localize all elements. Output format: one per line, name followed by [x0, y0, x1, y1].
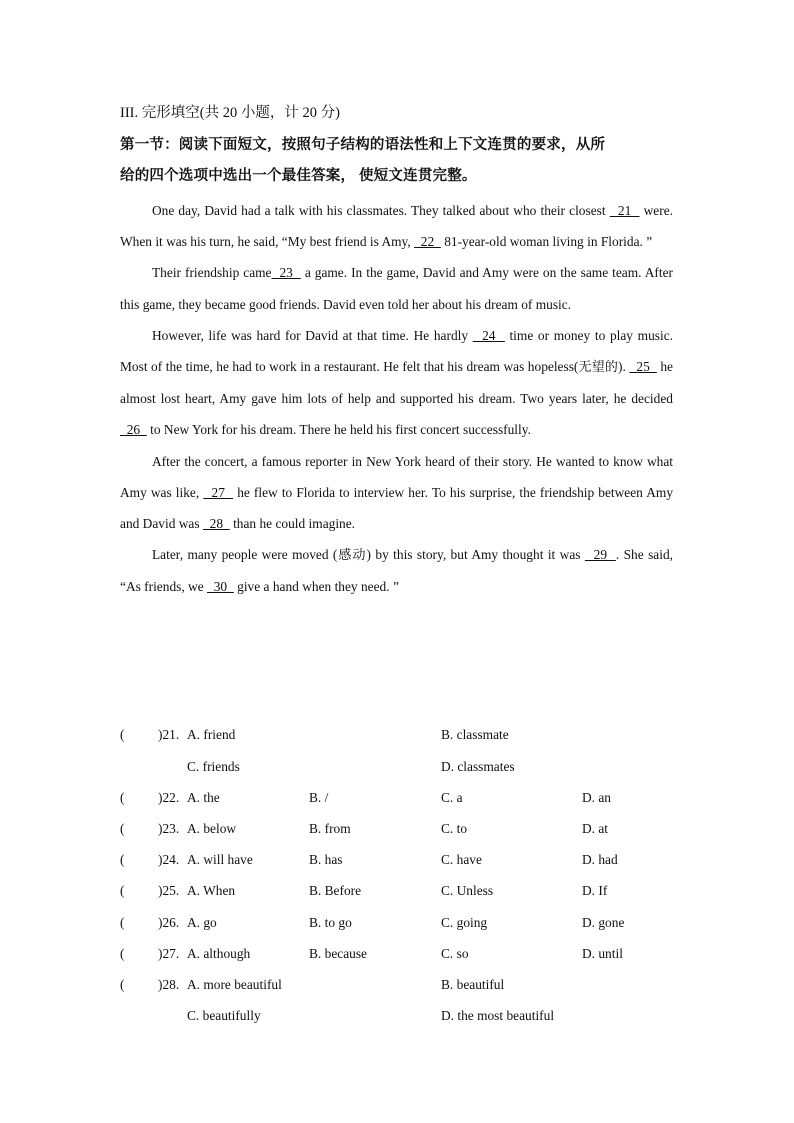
option-d: D. an — [582, 790, 612, 805]
option-d: D. gone — [582, 915, 625, 930]
option-a: A. When — [187, 883, 236, 898]
answer-paren[interactable]: ( — [120, 727, 125, 742]
option-d: D. until — [582, 946, 623, 961]
option-a: A. friend — [187, 727, 236, 742]
blank-23: 23 — [271, 265, 301, 281]
option-c: C. beautifully — [187, 1008, 261, 1023]
option-c: C. have — [441, 852, 482, 867]
option-b: B. beautiful — [441, 977, 505, 992]
option-c: C. to — [441, 821, 468, 836]
option-c: C. a — [441, 790, 463, 805]
question-number: )27. — [158, 946, 180, 961]
blank-21: 21 — [609, 203, 640, 218]
blank-29: 29 — [584, 547, 616, 563]
option-a: A. go — [187, 915, 217, 930]
paragraph-3: However, life was hard for David at that time. He hardly 24 time or money to play music. Most of the time, he had to work in a restaurant. He felt that his dream was hopeless(无望的). 25 he almost lost heart, Amy gave him lots of help and supported his dream. Two years later, he decided 26 to New York for his dream. There he held his first concert successfully. — [120, 327, 673, 438]
option-d: D. had — [582, 852, 618, 867]
option-a: A. will have — [187, 852, 253, 867]
option-c: C. Unless — [441, 883, 494, 898]
paragraph-1: One day, David had a talk with his classmates. They talked about who their closest 21 were. When it was his turn, he said, “My best friend is Amy, 22 81-year-old woman living in Florida. ” — [120, 203, 674, 250]
option-a: A. below — [187, 821, 237, 836]
chinese-gloss-moved: 感动 — [337, 548, 367, 564]
paragraph-2: Their friendship came 23 a game. In the game, David and Amy were on the same team. After this game, they became good friends. David even told her about his dream of music. — [120, 265, 674, 312]
instruction-line-1: 第一节：阅读下面短文，按照句子结构的语法性和上下文连贯的要求，从所 — [120, 137, 606, 153]
answer-paren[interactable]: ( — [120, 821, 125, 836]
answer-paren[interactable]: ( — [120, 852, 125, 867]
paragraph-4: After the concert, a famous reporter in New York heard of their story. He wanted to know what Amy was like, 27 he flew to Florida to interview her. To his surprise, the friendship between Amy and David was 28 than he could imagine. — [120, 453, 674, 532]
answer-paren[interactable]: ( — [120, 946, 125, 961]
blank-24: 24 — [472, 327, 505, 343]
option-b: B. Before — [309, 883, 362, 898]
option-b: B. because — [309, 946, 368, 961]
answer-paren[interactable]: ( — [120, 883, 125, 898]
question-number: )28. — [158, 977, 180, 992]
option-c: C. so — [441, 946, 469, 961]
question-number: )26. — [158, 915, 180, 930]
answer-paren[interactable]: ( — [120, 790, 125, 805]
blank-30: 30 — [207, 579, 234, 595]
option-a: A. the — [187, 790, 220, 805]
option-d: D. the most beautiful — [441, 1008, 555, 1023]
blank-22: 22 — [414, 234, 441, 250]
blank-27: 27 — [203, 484, 234, 500]
option-d: D. If — [582, 883, 608, 898]
question-number: )23. — [158, 821, 180, 836]
blank-28: 28 — [202, 516, 230, 532]
instruction-line-2: 给的四个选项中选出一个最佳答案， 使短文连贯完整。 — [120, 168, 477, 184]
option-b: B. from — [309, 821, 351, 836]
answer-paren[interactable]: ( — [120, 915, 125, 930]
question-number: )22. — [158, 790, 180, 805]
answer-paren[interactable]: ( — [120, 977, 125, 992]
option-b: B. has — [309, 852, 343, 867]
option-b: B. classmate — [441, 727, 509, 742]
blank-26: 26 — [120, 422, 147, 438]
option-d: D. at — [582, 821, 609, 836]
paragraph-5: Later, many people were moved (感动) by this story, but Amy thought it was 29 . She said, “As friends, we 30 give a hand when they need. ” — [120, 547, 673, 595]
option-c: C. going — [441, 915, 488, 930]
option-d: D. classmates — [441, 759, 515, 774]
question-number: )24. — [158, 852, 180, 867]
passage — [120, 195, 673, 603]
option-b: B. / — [309, 790, 329, 805]
chinese-gloss-hopeless: 无望的 — [578, 360, 619, 376]
question-number: )25. — [158, 883, 180, 898]
option-a: A. more beautiful — [187, 977, 282, 992]
option-a: A. although — [187, 946, 251, 961]
option-b: B. to go — [309, 915, 352, 930]
question-number: )21. — [158, 727, 180, 742]
section-title: III. 完形填空(共 20 小题，计 20 分) — [120, 105, 340, 121]
option-c: C. friends — [187, 759, 240, 774]
blank-25: 25 — [629, 359, 657, 375]
